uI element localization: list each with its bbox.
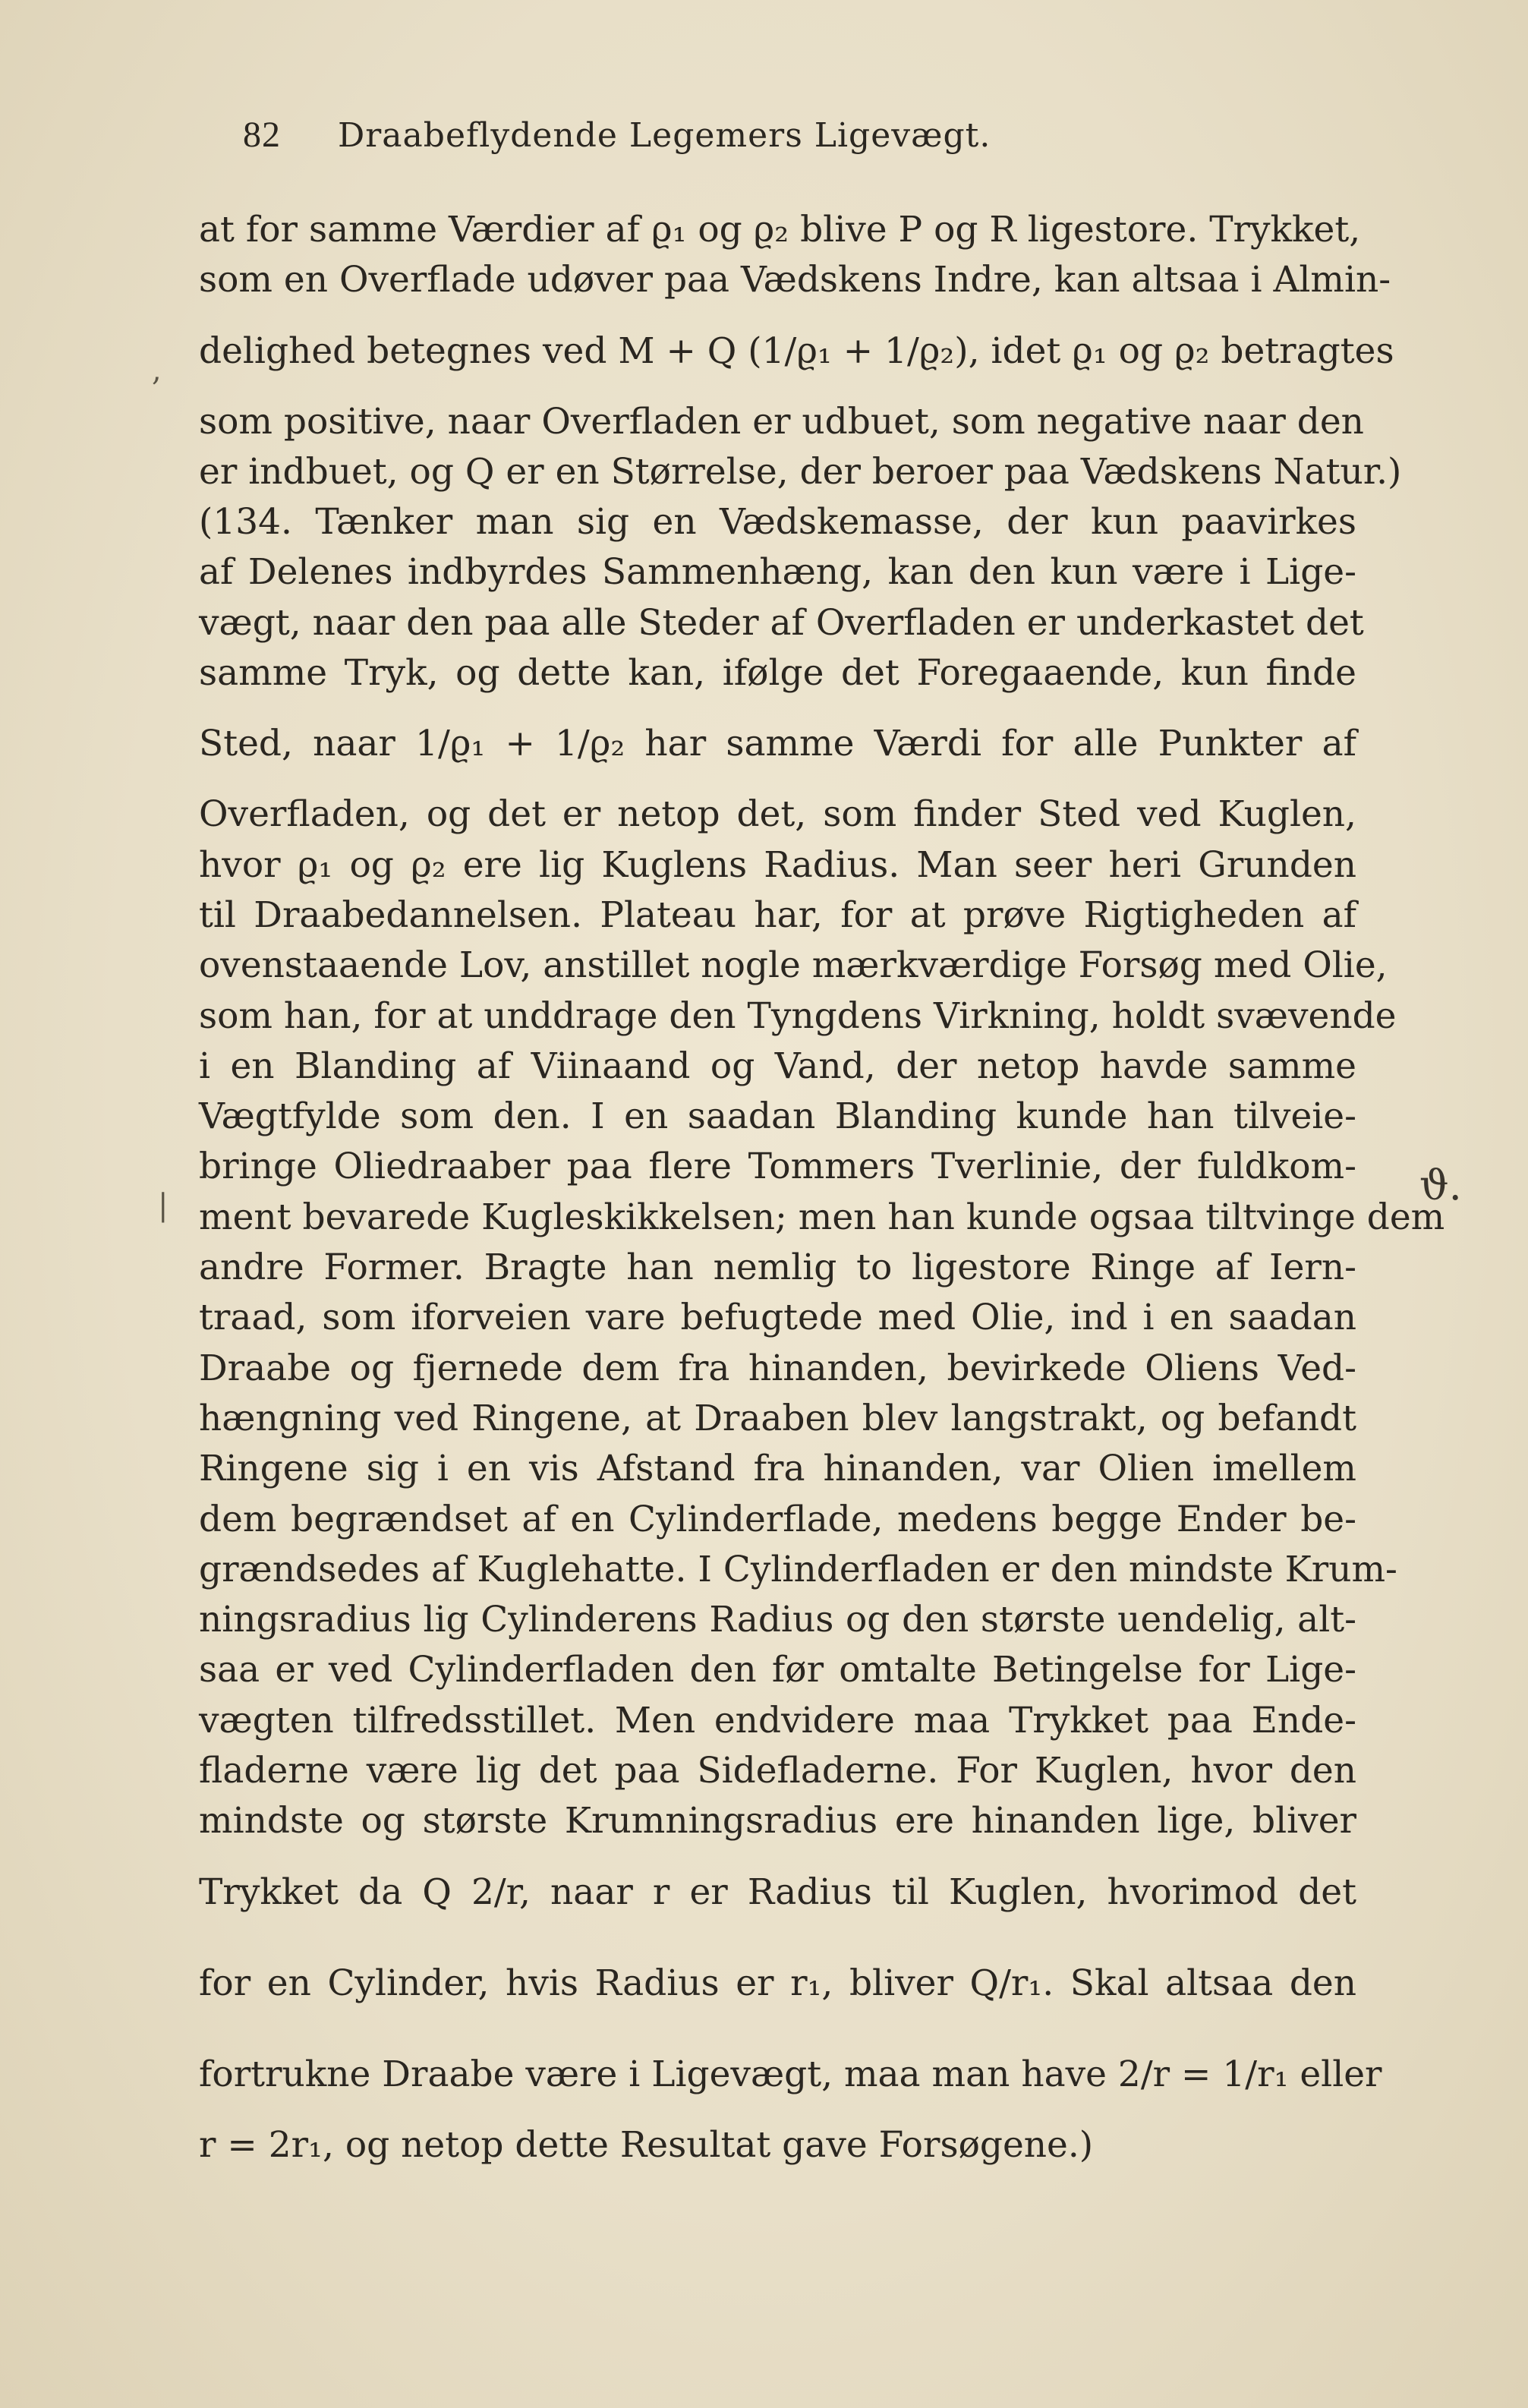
text-line: Ringene sig i en vis Afstand fra hinanden, var Olien imellem [199, 1448, 1356, 1490]
text-line: r = 2r₁, og netop dette Resultat gave Forsøgene.) [199, 2123, 1094, 2166]
text-line: samme Tryk, og dette kan, ifølge det Foregaaende, kun finde [199, 652, 1356, 695]
text-line: som positive, naar Overfladen er udbuet, som negative naar den [199, 400, 1364, 443]
text-line: Trykket da Q 2/r, naar r er Radius til Kuglen, hvorimod det [199, 1871, 1356, 1913]
text-line: Draabe og fjernede dem fra hinanden, bevirkede Oliens Ved- [199, 1347, 1356, 1389]
text-line: som han, for at unddrage den Tyngdens Virkning, holdt svævende [199, 994, 1397, 1037]
text-line: ningsradius lig Cylinderens Radius og den største uendelig, alt- [199, 1599, 1356, 1641]
text-line: mindste og største Krumningsradius ere hinanden lige, bliver [199, 1800, 1356, 1842]
text-line: at for samme Værdier af ϱ₁ og ϱ₂ blive P og R ligestore. Trykket, [199, 209, 1361, 251]
margin-tick: | [158, 1188, 169, 1223]
text-line: ovenstaaende Lov, anstillet nogle mærkværdige Forsøg med Olie, [199, 944, 1388, 987]
margin-annotation: ϑ. [1419, 1161, 1462, 1209]
text-line: vægten tilfredsstillet. Men endvidere maa Trykket paa Ende- [199, 1699, 1356, 1741]
text-line: vægt, naar den paa alle Steder af Overfladen er underkastet det [199, 601, 1364, 644]
text-line: fortrukne Draabe være i Ligevægt, maa man have 2/r = 1/r₁ eller [199, 2053, 1382, 2095]
text-line: som en Overflade udøver paa Vædskens Indre, kan altsaa i Almin- [199, 259, 1391, 301]
running-header [243, 114, 991, 156]
text-line: fladerne være lig det paa Sidefladerne. For Kuglen, hvor den [199, 1750, 1356, 1792]
text-line: ment bevarede Kugleskikkelsen; men han kunde ogsaa tiltvinge dem [199, 1196, 1445, 1238]
text-line: delighed betegnes ved M + Q (1/ϱ₁ + 1/ϱ₂), idet ϱ₁ og ϱ₂ betragtes [199, 329, 1394, 372]
text-line: hvor ϱ₁ og ϱ₂ ere lig Kuglens Radius. Man seer heri Grunden [199, 843, 1356, 886]
text-line: er indbuet, og Q er en Størrelse, der beroer paa Vædskens Natur.) [199, 450, 1402, 493]
body-text [199, 205, 1445, 2170]
text-line: dem begrændset af en Cylinderflade, medens begge Ender be- [199, 1498, 1356, 1540]
text-line: (134. Tænker man sig en Vædskemasse, der kun paavirkes [199, 501, 1356, 544]
text-line: grændsedes af Kuglehatte. I Cylinderfladen er den mindste Krum- [199, 1548, 1397, 1590]
text-line: for en Cylinder, hvis Radius er r₁, bliver Q/r₁. Skal altsaa den [199, 1962, 1356, 2004]
text-line: til Draabedannelsen. Plateau har, for at prøve Rigtigheden af [199, 894, 1356, 936]
text-line: hængning ved Ringene, at Draaben blev langstrakt, og befandt [199, 1397, 1356, 1439]
text-line: traad, som iforveien vare befugtede med Olie, ind i en saadan [199, 1297, 1356, 1339]
text-line: Overfladen, og det er netop det, som finder Sted ved Kuglen, [199, 793, 1356, 836]
text-line: andre Former. Bragte han nemlig to ligestore Ringe af Iern- [199, 1247, 1356, 1289]
text-line: i en Blanding af Viinaand og Vand, der netop havde samme [199, 1045, 1356, 1087]
text-line: bringe Oliedraaber paa flere Tommers Tverlinie, der fuldkom- [199, 1146, 1356, 1188]
text-line: af Delenes indbyrdes Sammenhæng, kan den kun være i Lige- [199, 551, 1356, 594]
text-line: saa er ved Cylinderfladen den før omtalte Betingelse for Lige- [199, 1649, 1356, 1691]
text-line: Vægtfylde som den. I en saadan Blanding kunde han tilveie- [199, 1095, 1356, 1138]
page-number: 82 [243, 115, 281, 155]
text-line: Sted, naar 1/ϱ₁ + 1/ϱ₂ har samme Værdi for alle Punkter af [199, 723, 1356, 765]
running-head: Draabeflydende Legemers Ligevægt. [338, 116, 991, 155]
margin-tick: , [152, 353, 162, 388]
